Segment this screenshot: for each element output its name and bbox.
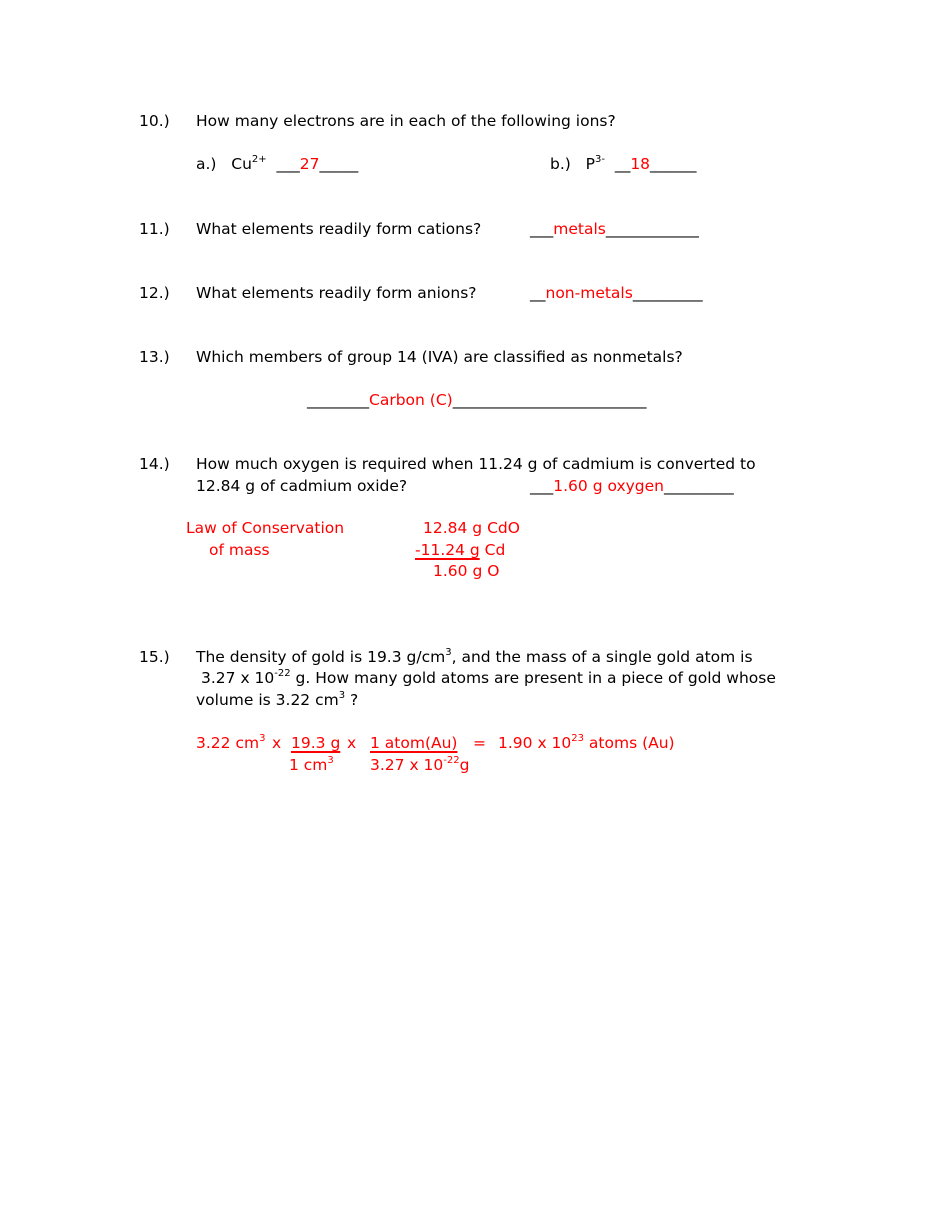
q15-line1-text-b: , and the mass of a single gold atom is: [451, 648, 753, 666]
q10b-blank-after: ______: [650, 155, 697, 173]
q14-blank-before: ___: [530, 477, 554, 495]
q15-fraction2-denominator: [370, 756, 469, 775]
q11-blank-after: ____________: [605, 220, 699, 238]
q10b-label: b.): [550, 155, 571, 173]
q15-result-unit: atoms (Au): [584, 734, 675, 752]
q15-fraction1-denominator: [289, 756, 334, 775]
q11-answer-line: [530, 220, 699, 239]
q14-law-line1: Law of Conservation: [186, 519, 345, 537]
q15-line1-sup: 3: [445, 647, 452, 658]
q15-line2-text-b: g. How many gold atoms are present in a piece of gold whose: [290, 669, 776, 687]
q15-start-value-sup: 3: [259, 733, 266, 744]
q14-calc-result: 1.60 g O: [433, 562, 500, 580]
q13-blank-after: _________________________: [452, 391, 647, 409]
q15-start-value-text: 3.22 cm: [196, 734, 260, 752]
q15-equals: =: [473, 734, 486, 752]
q15-start-value: [196, 734, 265, 753]
q14-question-line2: 12.84 g of cadmium oxide?: [196, 477, 408, 495]
q10a-blank-before: ___: [276, 155, 300, 173]
q15-result: [498, 734, 675, 753]
q10a-ion: Cu: [231, 155, 252, 173]
q10b-blank-before: __: [614, 155, 631, 173]
q12-question: What elements readily form anions?: [196, 284, 477, 302]
q10-question: How many electrons are in each of the following ions?: [196, 112, 616, 130]
q15-fraction2-denominator-unit: g: [459, 756, 470, 774]
q15-line3-text-b: ?: [345, 691, 359, 709]
q11-question: What elements readily form cations?: [196, 220, 482, 238]
q15-line2-sup: -22: [274, 668, 291, 679]
q15-line3-text-a: volume is 3.22 cm: [196, 691, 339, 709]
q15-fraction1-denominator-text: 1 cm: [289, 756, 328, 774]
q12-answer-line: [530, 284, 703, 303]
q13-answer-line: [307, 391, 646, 410]
q10b-ion: P: [585, 155, 595, 173]
q10b-item: [550, 155, 697, 174]
q15-line3: [196, 691, 358, 710]
q13-question: Which members of group 14 (IVA) are classified as nonmetals?: [196, 348, 683, 366]
q14-question-line1: How much oxygen is required when 11.24 g of cadmium is converted to: [196, 455, 756, 473]
q10a-label: a.): [196, 155, 217, 173]
q10a-answer: 27: [299, 155, 320, 173]
q12-blank-after: _________: [632, 284, 703, 302]
q15-fraction1-numerator: [291, 734, 340, 753]
q10a-charge: 2+: [251, 154, 267, 165]
q15-result-sup: 23: [571, 733, 584, 744]
q10a-blank-after: _____: [319, 155, 359, 173]
q10a-item: [196, 155, 358, 174]
q15-fraction2-numerator: [370, 734, 457, 753]
q15-times-1: x: [272, 734, 282, 752]
q14-number: 14.): [139, 455, 170, 473]
q15-line2: [201, 669, 776, 688]
q15-result-text: 1.90 x 10: [498, 734, 572, 752]
q11-answer: metals: [553, 220, 606, 238]
q15-fraction2-numerator-text: 1 atom(Au): [370, 734, 458, 752]
q15-number: 15.): [139, 648, 170, 666]
q14-blank-after: _________: [664, 477, 734, 495]
q10b-answer: 18: [630, 155, 651, 173]
q10-number: 10.): [139, 112, 170, 130]
q14-calc-subtrahend-unit: Cd: [479, 541, 506, 559]
q14-answer: 1.60 g oxygen: [553, 477, 665, 495]
q12-answer: non-metals: [545, 284, 633, 302]
q11-blank-before: ___: [530, 220, 554, 238]
q15-times-2: x: [347, 734, 357, 752]
q11-number: 11.): [139, 220, 170, 238]
q15-line1: [196, 648, 753, 667]
q14-calc-line2: [415, 541, 505, 560]
q15-line2-text-a: 3.27 x 10: [201, 669, 275, 687]
q13-number: 13.): [139, 348, 170, 366]
q15-line3-sup: 3: [338, 690, 346, 701]
q15-fraction2-denominator-sup: -22: [443, 755, 460, 766]
q15-line1-text-a: The density of gold is 19.3 g/cm: [196, 648, 446, 666]
q14-calc-line1: 12.84 g CdO: [423, 519, 520, 537]
q15-fraction1-denominator-sup: 3: [327, 755, 334, 766]
q13-blank-before: ________: [307, 391, 369, 409]
q14-calc-subtrahend: -11.24 g: [415, 541, 480, 559]
q12-number: 12.): [139, 284, 170, 302]
q10b-charge: 3-: [594, 154, 605, 165]
q15-fraction2-denominator-text: 3.27 x 10: [370, 756, 444, 774]
q14-law-line2: of mass: [209, 541, 270, 559]
q14-answer-line: [530, 477, 734, 496]
q13-answer: Carbon (C): [369, 391, 453, 409]
q15-fraction1-numerator-text: 19.3 g: [291, 734, 341, 752]
q12-blank-before: __: [530, 284, 546, 302]
